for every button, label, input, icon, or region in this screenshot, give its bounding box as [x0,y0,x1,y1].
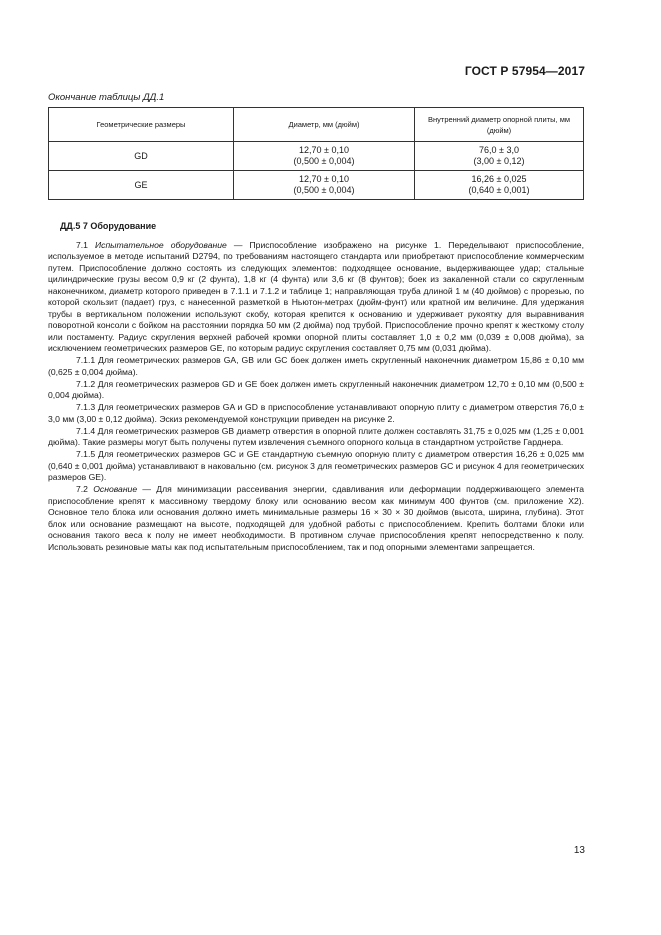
table-caption: Окончание таблицы ДД.1 [48,92,165,103]
paragraph-7-1-2: 7.1.2 Для геометрических размеров GD и GE боек должен иметь скругленный наконечник диаметром 12,70 ± 0,10 мм (0,500 ± 0,004 дюйма). [48,378,584,400]
paragraph-7-1-4: 7.1.4 Для геометрических размеров GB диаметр отверстия в опорной плите должен составлять 31,75 ± 0,025 мм (1,25 ± 0,001 дюйма). Такие размеры могут быть получены путем извлечения съемного опорного кольца в стандартном устройстве Гарднера. [48,425,584,447]
section-heading: ДД.5 7 Оборудование [60,221,157,231]
clause-term: Испытательное оборудование [95,239,227,250]
column-header-size: Геометрические размеры [49,108,234,142]
diameter-mm: 12,70 ± 0,10 [299,145,349,155]
page-number: 13 [573,845,585,856]
diameter-in: (0,500 ± 0,004) [293,156,355,166]
table-row [49,171,584,200]
paragraph-7-1-1: 7.1.1 Для геометрических размеров GA, GB или GC боек должен иметь скругленный наконечник диаметром 15,86 ± 0,10 мм (0,625 ± 0,004 дюйма). [48,355,584,377]
clause-term: Основание [93,484,138,494]
standard-header: ГОСТ Р 57954—2017 [464,64,585,78]
clause-text: — Приспособление изображено на рисунке 1. Переделывают приспособление, используемое в методе испытаний D2794, по требованиям настоящего стандарта или приобретают приспособление коммерческим путем. Приспособление должно состоять из следующих элементов: подходящее основание, выдерживающее удар; стальные цилиндрические грузы весом 0,9 кг (2 фунта), 1,8 кг (4 фунта) или 3,6 кг (8 фунтов); боек из закаленной стали со скругленным наконечником, диаметр которого приведен в 7.1.1 и 7.1.2 и таблице 1; направляющая труба длиной 1 м (40 дюймов) с прорезью, по которой скользит (падает) груз, с нанесенной разметкой в Ньютон-метрах (дюйм-фунт) или кратной им величине. Для удержания трубы в вертикальном положении используют скобу, которая крепится к основанию и удерживает рукоятку для выравнивания поворотной консоли с бойком на расстоянии порядка 50 мм (2 дюйма) под трубой. Приспособление прочно крепят к жесткому столу или постаменту. Радиус скругления верхней рабочей кромки опорной плиты составляет 1,0 ± 0,2 мм (0,039 ± 0,008 дюйма), за исключением геометрических размеров GE, по которым радиус скругления составляет 0,75 мм (0,031 дюйма). [48,239,584,353]
cell-size: GE [49,171,234,200]
table-row [49,142,584,171]
column-header-diameter: Диаметр, мм (дюйм) [234,108,415,142]
inner-mm: 76,0 ± 3,0 [479,145,519,155]
inner-in: (0,640 ± 0,001) [468,185,530,195]
paragraph-7-1-3: 7.1.3 Для геометрических размеров GA и GD в приспособление устанавливают опорную плиту с диаметром отверстия 76,0 ± 3,0 мм (3,00 ± 0,12 дюйма). Эскиз рекомендуемой конструкции приведен на рисунке 2. [48,402,584,424]
clause-text: — Для минимизации рассеивания энергии, сдавливания или деформации поддерживающего элемента приспособление крепят к массивному твердому блоку или основанию весом как минимум 400 фунтов (см. приложение X2). Основное тело блока или основания должно иметь минимальные размеры 16 × 30 × 30 дюймов (высота, ширина, глубина). Этот блок или основание размещают на высоте, подходящей для удобной работы с приспособлением. Крепить болтами блоки или основания такого веса к полу не имеет необходимости. В противном случае приспособления крепят непосредственно к полу. Использовать резиновые маты как под испытательным приспособлением, так и под опорными элементами запрещается. [48,484,584,552]
paragraph-7-2 [48,484,584,553]
cell-inner-diameter [415,142,584,171]
table-header-row [49,108,584,142]
dimensions-table [48,107,584,200]
diameter-in: (0,500 ± 0,004) [293,185,355,195]
paragraph-7-1 [48,240,584,355]
column-header-inner-diameter: Внутренний диаметр опорной плиты, мм (дюйм) [415,108,584,142]
clause-number: 7.1 [76,239,95,250]
cell-diameter [234,142,415,171]
clause-number: 7.2 [76,484,94,494]
diameter-mm: 12,70 ± 0,10 [299,174,349,184]
paragraph-7-1-5: 7.1.5 Для геометрических размеров GC и GE стандартную съемную опорную плиту с диаметром отверстия 16,26 ± 0,025 мм (0,640 ± 0,001 дюйма) устанавливают в наковальню (см. рисунок 3 для геометрических размеров GC и рисунок 4 для геометрических размеров GE). [48,449,584,482]
inner-mm: 16,26 ± 0,025 [471,174,527,184]
section-content [48,221,584,554]
cell-inner-diameter [415,171,584,200]
inner-in: (3,00 ± 0,12) [473,156,525,166]
cell-size: GD [49,142,234,171]
cell-diameter [234,171,415,200]
